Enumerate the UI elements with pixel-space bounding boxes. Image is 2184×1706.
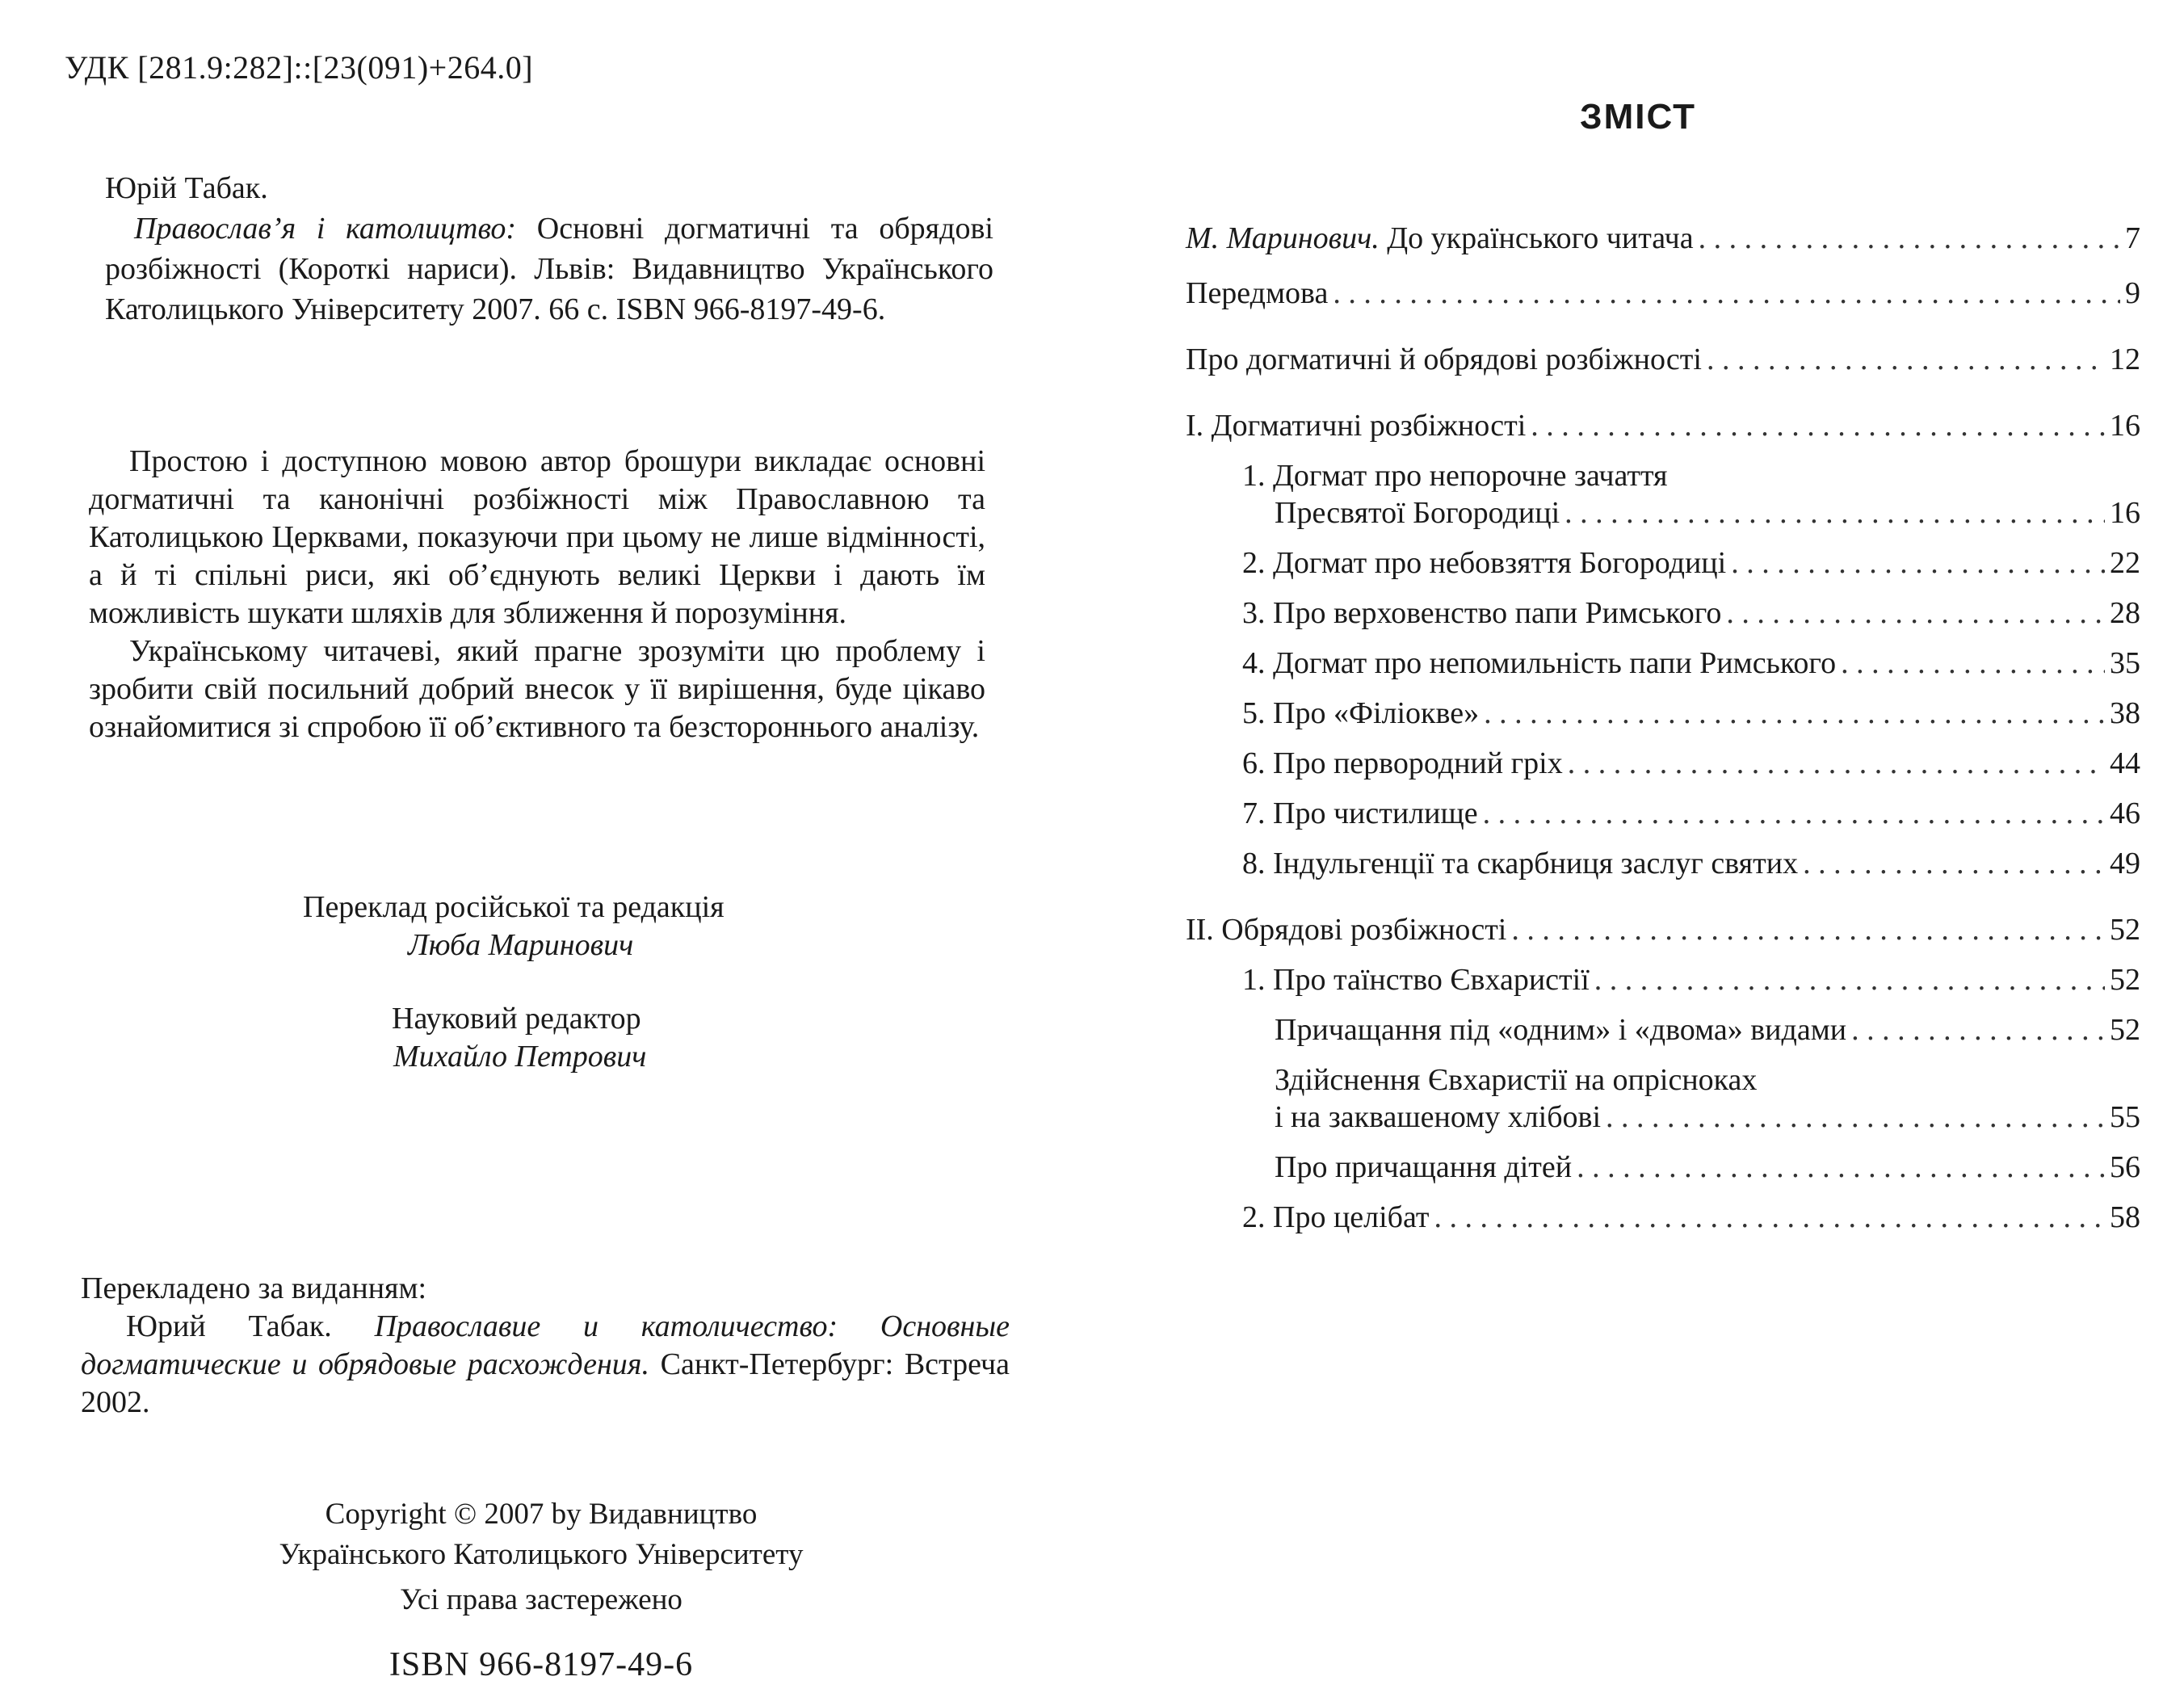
toc-item[interactable]	[1186, 1149, 2140, 1186]
original-edition-reference	[81, 1308, 1010, 1422]
toc-page-number: 28	[2110, 596, 2140, 630]
copyright-block	[210, 1494, 872, 1685]
toc-item-title-line-1: 1. Догмат про непорочне зачаття	[1242, 459, 1668, 493]
toc-item-title: Про причащання дітей	[1275, 1150, 1573, 1184]
toc-item[interactable]	[1186, 911, 2140, 948]
toc-leader-dots	[1484, 695, 2105, 732]
toc-page-number: 22	[2110, 546, 2140, 580]
toc-leader-dots	[1564, 494, 2105, 532]
rights-reserved: Усі права застережено	[400, 1583, 682, 1616]
toc-leader-dots	[1731, 544, 2105, 582]
translator-name: Люба Маринович	[408, 928, 634, 962]
toc-item-title: До українського читача	[1379, 221, 1694, 255]
toc-leader-dots	[1594, 961, 2105, 998]
table-of-contents	[1186, 202, 2140, 1236]
toc-page-number: 52	[2110, 963, 2140, 997]
toc-leader-dots	[1726, 595, 2105, 632]
toc-leader-dots	[1606, 1099, 2105, 1136]
toc-leader-dots	[1568, 745, 2105, 782]
toc-page-number: 16	[2110, 496, 2140, 530]
toc-item-title: Передмова	[1186, 276, 1329, 310]
toc-item[interactable]	[1186, 341, 2140, 378]
toc-leader-dots	[1333, 275, 2120, 312]
toc-page-number: 12	[2110, 342, 2140, 376]
toc-page-number: 56	[2110, 1150, 2140, 1184]
toc-item-title: 4. Догмат про непомильність папи Римського	[1242, 646, 1837, 680]
copyright-line-1: Copyright © 2007 by Видавництво	[325, 1498, 758, 1531]
toc-item-title: Причащання під «одним» і «двома» видами	[1275, 1013, 1847, 1047]
toc-item-title: 8. Індульгенції та скарбниця заслуг святих	[1242, 847, 1799, 880]
toc-item-author: М. Маринович.	[1186, 221, 1380, 255]
toc-item[interactable]	[1186, 1199, 2140, 1236]
toc-item[interactable]	[1186, 457, 2140, 532]
toc-item-title-line-2: і на заквашеному хлібові	[1275, 1100, 1602, 1134]
bibliographic-entry	[105, 168, 993, 330]
original-edition	[81, 1270, 1010, 1422]
credits	[303, 889, 868, 1111]
toc-item[interactable]	[1186, 745, 2140, 782]
science-editor-credit	[303, 1000, 868, 1076]
science-editor-name: Михайло Петрович	[393, 1040, 647, 1074]
toc-page-number: 44	[2110, 746, 2140, 780]
toc-item-title: 2. Про целібат	[1242, 1200, 1430, 1234]
toc-item[interactable]	[1186, 845, 2140, 882]
toc-page-number: 16	[2110, 409, 2140, 443]
toc-page-number: 49	[2110, 847, 2140, 880]
original-author: Юрий Табак.	[126, 1309, 332, 1343]
toc-page-number: 52	[2110, 1013, 2140, 1047]
translation-credit	[303, 889, 868, 964]
translation-label: Переклад російської та редакція	[303, 890, 724, 924]
toc-item[interactable]	[1186, 645, 2140, 682]
book-title: Православ’я і католицтво:	[134, 212, 517, 246]
toc-page-number: 52	[2110, 913, 2140, 947]
toc-item[interactable]	[1186, 1061, 2140, 1136]
toc-page-number: 38	[2110, 696, 2140, 730]
toc-leader-dots	[1841, 645, 2105, 682]
toc-item[interactable]	[1186, 695, 2140, 732]
toc-page-number: 9	[2125, 276, 2140, 310]
toc-leader-dots	[1434, 1199, 2106, 1236]
toc-item-title: 2. Догмат про небовзяття Богородиці	[1242, 546, 1727, 580]
toc-item[interactable]	[1186, 275, 2140, 312]
toc-item-continuation	[1186, 494, 2140, 532]
original-title: Православие и католичество: Основные догматические и обрядовые расхождения.	[81, 1309, 1010, 1381]
toc-item-title: 1. Про таїнство Євхаристії	[1242, 963, 1590, 997]
toc-item-title: ІІ. Обрядові розбіжності	[1186, 913, 1507, 947]
toc-page-number: 35	[2110, 646, 2140, 680]
toc-item[interactable]	[1186, 407, 2140, 444]
toc-leader-dots	[1531, 407, 2105, 444]
original-publisher: Санкт-Петербург: Встреча 2002.	[81, 1347, 1010, 1419]
abstract	[89, 443, 985, 746]
author-name: Юрій Табак.	[105, 171, 268, 205]
abstract-paragraph-2: Українському читачеві, який прагне зрозуміти цю проблему і зробити свій посильний добрий внесок у її вирішення, буде цікаво ознайомитися зі спробою її об’єктивного та безстороннього аналізу.	[89, 634, 985, 744]
toc-leader-dots	[1699, 220, 2120, 257]
toc-item-title: І. Догматичні розбіжності	[1186, 409, 1527, 443]
toc-page-number: 7	[2125, 221, 2140, 255]
toc-page-number: 46	[2110, 796, 2140, 830]
translated-from-label: Перекладено за виданням:	[81, 1271, 427, 1305]
toc-leader-dots	[1483, 795, 2105, 832]
toc-page-number: 55	[2110, 1100, 2140, 1134]
isbn: ISBN 966-8197-49-6	[388, 1646, 694, 1683]
entry-details: Основні догматичні та обрядові розбіжності (Короткі нариси). Львів: Видавництво Українського Католицького Університету 2007. 66 с. ISBN 966-8197-49-6.	[105, 212, 993, 326]
toc-item[interactable]	[1186, 961, 2140, 998]
toc-item[interactable]	[1186, 544, 2140, 582]
toc-leader-dots	[1803, 845, 2105, 882]
copyright-line-2: Українського Католицького Університету	[279, 1538, 804, 1571]
toc-page-number: 58	[2110, 1200, 2140, 1234]
abstract-paragraph-1: Простою і доступною мовою автор брошури викладає основні догматичні та канонічні розбіжності між Православною та Католицькою Церквами, показуючи при цьому не лише відмінності, а й ті спільні риси, які об’єднують великі Церкви і дають їм можливість шукати шляхів для зближення й порозуміння.	[89, 444, 985, 630]
udk-code: УДК [281.9:282]::[23(091)+264.0]	[65, 49, 534, 86]
toc-item-title: 5. Про «Філіокве»	[1242, 696, 1480, 730]
science-editor-label: Науковий редактор	[392, 1002, 641, 1036]
entry-description	[105, 208, 993, 330]
toc-item-title-line-1: Здійснення Євхаристії на опрісноках	[1275, 1063, 1758, 1097]
toc-item[interactable]	[1186, 1011, 2140, 1048]
toc-item-title: Про догматичні й обрядові розбіжності	[1186, 342, 1702, 376]
toc-leader-dots	[1707, 341, 2105, 378]
toc-leader-dots	[1851, 1011, 2105, 1048]
toc-item-continuation	[1186, 1099, 2140, 1136]
toc-item[interactable]	[1186, 595, 2140, 632]
toc-item-title-line-2: Пресвятої Богородиці	[1275, 496, 1560, 530]
toc-item[interactable]	[1186, 220, 2140, 257]
toc-item-title: 3. Про верховенство папи Римського	[1242, 596, 1722, 630]
toc-title: ЗМІСТ	[1580, 97, 1696, 137]
toc-item-title: 7. Про чистилище	[1242, 796, 1478, 830]
toc-leader-dots	[1577, 1149, 2105, 1186]
toc-leader-dots	[1511, 911, 2105, 948]
toc-item[interactable]	[1186, 795, 2140, 832]
toc-item-title: 6. Про первородний гріх	[1242, 746, 1563, 780]
right-page	[1092, 0, 2184, 1706]
